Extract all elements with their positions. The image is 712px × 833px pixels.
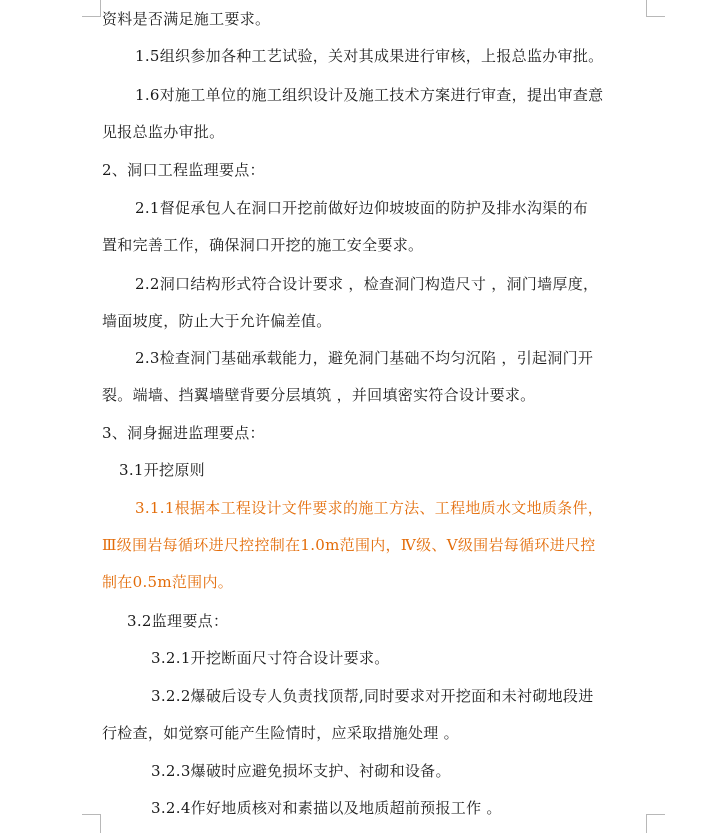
document-line: 2.2洞口结构形式符合设计要求 ，检查洞门构造尺寸 ，洞门墙厚度， xyxy=(135,275,599,293)
document-line: 1.6对施工单位的施工组织设计及施工技术方案进行审查，提出审查意 xyxy=(135,86,604,104)
document-line: 3、洞身掘进监理要点： xyxy=(102,424,265,442)
document-line: Ⅲ级围岩每循环进尺控控制在1.0m范围内，Ⅳ级、Ⅴ级围岩每循环进尺控 xyxy=(102,536,596,554)
document-line: 1.5组织参加各种工艺试验，关对其成果进行审核，上报总监办审批。 xyxy=(135,47,604,65)
document-line: 资料是否满足施工要求。 xyxy=(102,10,271,28)
document-line: 3.2.2爆破后设专人负责找顶帮,同时要求对开挖面和未衬砌地段进 xyxy=(151,687,594,705)
document-line: 3.2.4作好地质核对和素描以及地质超前预报工作 。 xyxy=(151,799,502,817)
document-line: 3.1.1根据本工程设计文件要求的施工方法、工程地质水文地质条件， xyxy=(135,499,604,517)
document-line: 裂。端墙、挡翼墙壁背要分层填筑 ，并回填密实符合设计要求。 xyxy=(102,386,536,404)
document-line: 行检查，如觉察可能产生险情时，应采取措施处理 。 xyxy=(102,724,459,742)
document-line: 制在0.5m范围内。 xyxy=(102,573,234,591)
document-line: 2.1督促承包人在洞口开挖前做好边仰坡坡面的防护及排水沟渠的布 xyxy=(135,199,589,217)
document-line: 3.2监理要点： xyxy=(127,612,229,630)
document-line: 墙面坡度，防止大于允许偏差值。 xyxy=(102,312,332,330)
document-line: 3.2.1开挖断面尺寸符合设计要求。 xyxy=(151,649,390,667)
document-line: 2、洞口工程监理要点： xyxy=(102,161,265,179)
document-line: 置和完善工作，确保洞口开挖的施工安全要求。 xyxy=(102,236,424,254)
document-line: 3.2.3爆破时应避免损坏支护、衬砌和设备。 xyxy=(151,762,451,780)
document-line: 3.1开挖原则 xyxy=(119,461,205,479)
document-line: 2.3检查洞门基础承载能力，避免洞门基础不均匀沉陷 ，引起洞门开 xyxy=(135,349,594,367)
document-line: 见报总监办审批。 xyxy=(102,123,225,141)
